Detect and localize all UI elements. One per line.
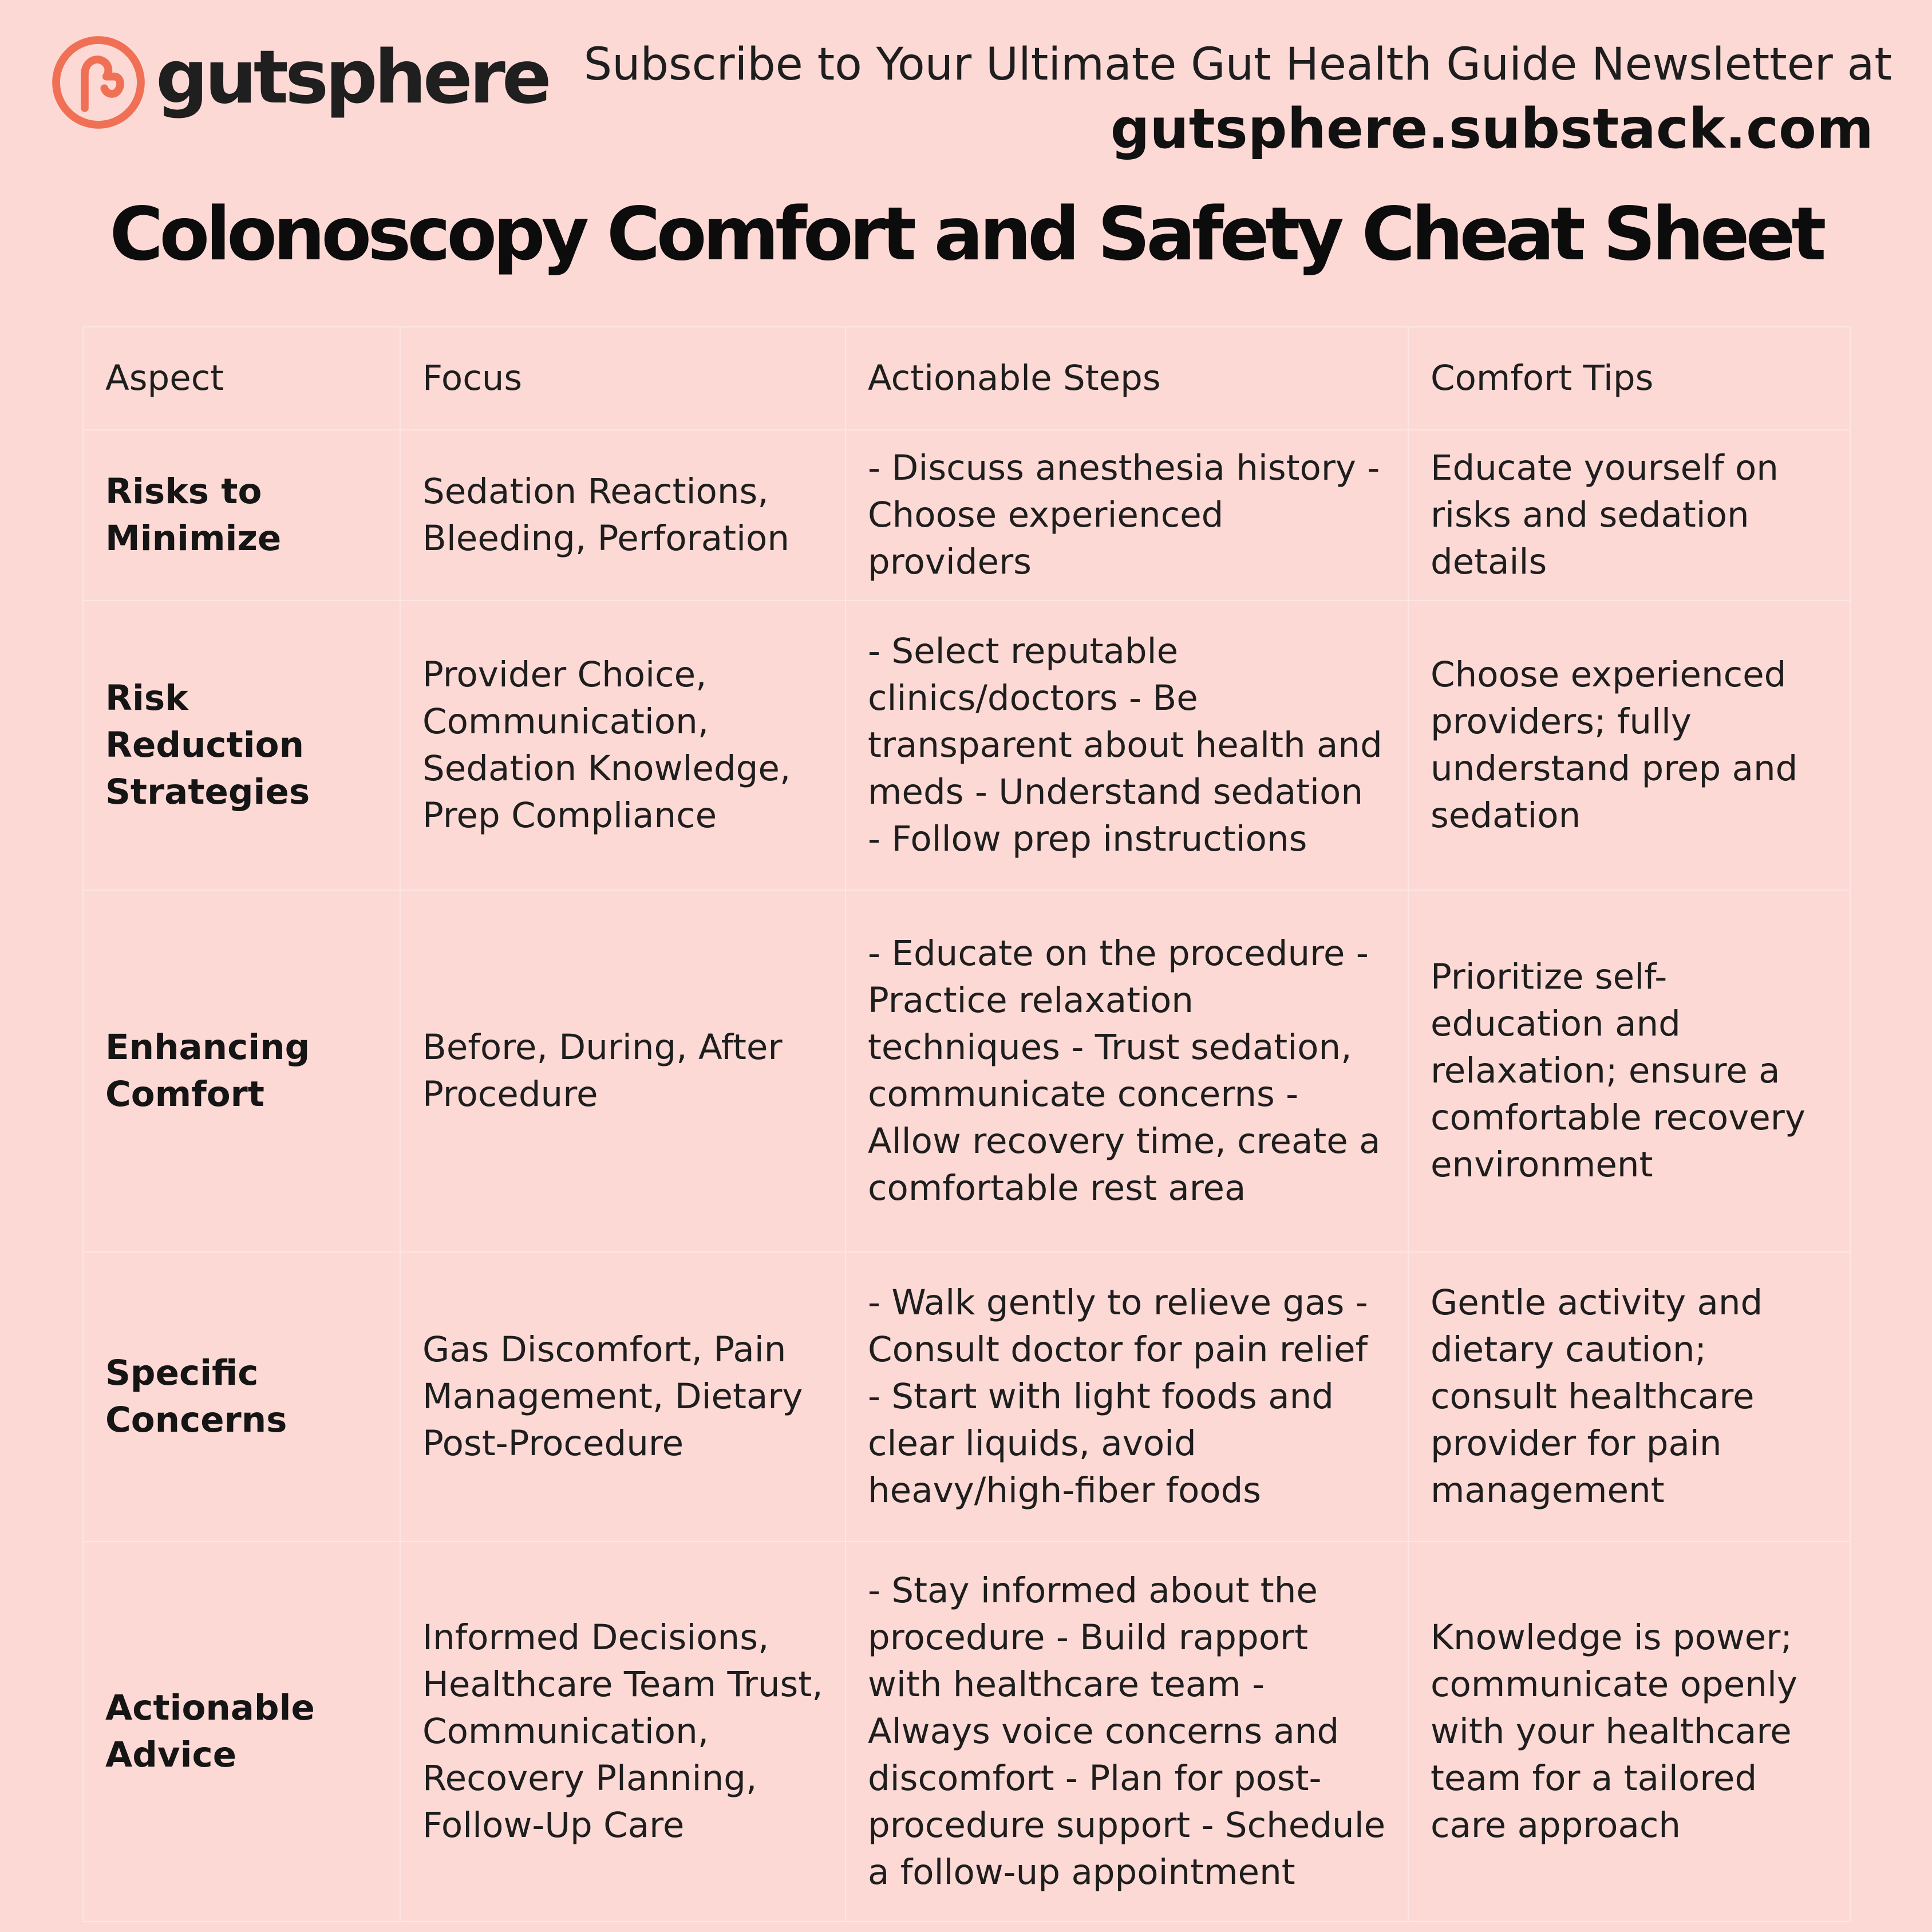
row-tips: Knowledge is power; communicate openly with your healthcare team for a tailored care approach	[1408, 1542, 1850, 1922]
row-steps: - Walk gently to relieve gas - Consult doctor for pain relief - Start with light foods and clear liquids, avoid heavy/high-fiber foods	[846, 1252, 1408, 1542]
row-tips: Gentle activity and dietary caution; consult healthcare provider for pain management	[1408, 1252, 1850, 1542]
row-aspect: Risks to Minimize	[83, 430, 400, 600]
header-aspect: Aspect	[83, 327, 400, 430]
table-row	[83, 430, 1850, 600]
table-row	[83, 890, 1850, 1252]
row-focus: Before, During, After Procedure	[400, 890, 846, 1252]
row-aspect: Enhancing Comfort	[83, 890, 400, 1252]
table-row	[83, 1542, 1850, 1922]
row-steps: - Stay informed about the procedure - Build rapport with healthcare team - Always voice concerns and discomfort - Plan for post-procedure support - Schedule a follow-up appointment	[846, 1542, 1408, 1922]
row-steps: - Discuss anesthesia history - Choose experienced providers	[846, 430, 1408, 600]
gut-logo-icon	[49, 33, 148, 132]
header-actionable-steps: Actionable Steps	[846, 327, 1408, 430]
brand-logo	[49, 33, 548, 132]
subscribe-banner	[584, 34, 1892, 163]
row-aspect: Specific Concerns	[83, 1252, 400, 1542]
table-row	[83, 1252, 1850, 1542]
row-focus: Gas Discomfort, Pain Management, Dietary Post-Procedure	[400, 1252, 846, 1542]
table-header-row	[83, 327, 1850, 430]
page-title: Colonoscopy Comfort and Safety Cheat Sheet	[109, 192, 1823, 277]
row-tips: Prioritize self-education and relaxation; ensure a comfortable recovery environment	[1408, 890, 1850, 1252]
row-focus: Sedation Reactions, Bleeding, Perforation	[400, 430, 846, 600]
row-focus: Provider Choice, Communication, Sedation Knowledge, Prep Compliance	[400, 600, 846, 890]
row-aspect: Risk Reduction Strategies	[83, 600, 400, 890]
subscribe-text: Subscribe to Your Ultimate Gut Health Guide Newsletter at	[583, 39, 1892, 90]
table-row	[83, 600, 1850, 890]
brand-name: gutsphere	[156, 34, 548, 120]
newsletter-link[interactable]: gutsphere.substack.com	[1110, 97, 1874, 161]
row-tips: Educate yourself on risks and sedation details	[1408, 430, 1850, 600]
header-focus: Focus	[400, 327, 846, 430]
header-comfort-tips: Comfort Tips	[1408, 327, 1850, 430]
row-steps: - Select reputable clinics/doctors - Be transparent about health and meds - Understand sedation - Follow prep instructions	[846, 600, 1408, 890]
row-aspect: Actionable Advice	[83, 1542, 400, 1922]
row-focus: Informed Decisions, Healthcare Team Trust, Communication, Recovery Planning, Follow-Up Care	[400, 1542, 846, 1922]
cheat-sheet-table	[82, 326, 1851, 1922]
row-steps: - Educate on the procedure - Practice relaxation techniques - Trust sedation, communicate concerns - Allow recovery time, create a comfortable rest area	[846, 890, 1408, 1252]
row-tips: Choose experienced providers; fully understand prep and sedation	[1408, 600, 1850, 890]
